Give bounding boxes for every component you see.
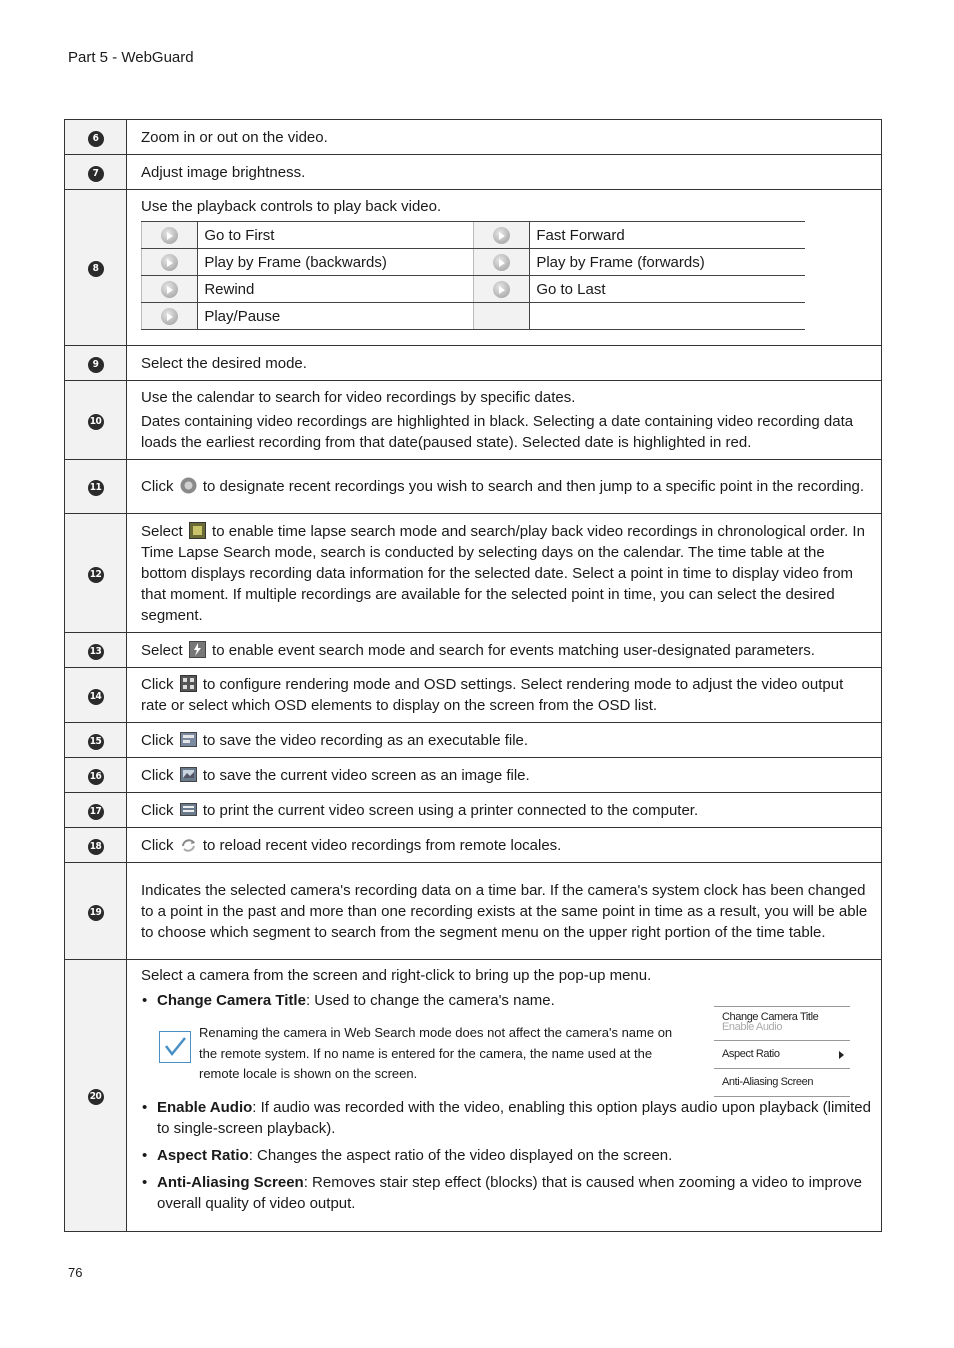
note-text: Renaming the camera in Web Search mode does not affect the camera's name on the remote system. If no name is entered for the camera, the name used at the remote locale is shown on the screen. — [199, 1025, 673, 1081]
control-label: Play/Pause — [198, 303, 474, 330]
menu-item-change-camera-title[interactable]: Change Camera Title — [714, 1006, 850, 1027]
row-text-pre: Click — [141, 836, 174, 854]
table-row — [65, 960, 882, 1232]
time-lapse-icon — [189, 522, 206, 539]
control-label: Fast Forward — [530, 222, 805, 249]
note-box — [141, 1011, 873, 1093]
table-row — [65, 381, 882, 460]
control-label — [530, 303, 805, 330]
table-row — [65, 460, 882, 514]
table-row — [65, 758, 882, 793]
list-item: • Aspect Ratio: Changes the aspect ratio of the video displayed on the screen. — [157, 1145, 873, 1166]
list-item: • Anti-Aliasing Screen: Removes stair step effect (blocks) that is caused when zooming a video to improve overall quality of video output. — [157, 1172, 873, 1214]
row-description: Dates containing video recordings are highlighted in black. Selecting a date containing video recording data loads the earliest recording from that date(paused state). Selected date is highlighted in red. — [141, 413, 854, 451]
row-description: Use the calendar to search for video recordings by specific dates. — [141, 389, 576, 406]
menu-item-anti-aliasing[interactable]: Anti-Aliasing Screen — [714, 1068, 850, 1096]
list-item: • Change Camera Title: Used to change the camera's name. — [157, 990, 873, 1011]
number-badge: 9 — [88, 357, 104, 373]
table-row — [65, 633, 882, 668]
row-text-pre: Click — [141, 676, 174, 693]
number-badge: 19 — [88, 905, 104, 921]
page-header: Part 5 - WebGuard — [68, 49, 194, 66]
row-text-post: to designate recent recordings you wish to search and then jump to a specific point in the recording. — [202, 478, 865, 495]
table-row — [65, 793, 882, 828]
fast-forward-icon — [493, 227, 510, 244]
row-text-post: to save the video recording as an executable file. — [202, 731, 529, 749]
row-description: Adjust image brightness. — [127, 155, 882, 190]
row-text-pre: Select — [141, 641, 183, 659]
save-image-icon — [180, 766, 197, 783]
number-badge: 16 — [88, 769, 104, 785]
table-row — [65, 514, 882, 633]
submenu-arrow-icon — [839, 1051, 844, 1059]
table-row — [65, 828, 882, 863]
control-label: Go to Last — [530, 276, 805, 303]
go-to-first-icon — [161, 227, 178, 244]
row-description: Select a camera from the screen and right-click to bring up the pop-up menu. — [141, 967, 652, 984]
option-list — [141, 1097, 873, 1214]
number-badge: 11 — [88, 480, 104, 496]
frame-forward-icon — [493, 254, 510, 271]
number-badge: 10 — [88, 414, 104, 430]
menu-item-aspect-ratio[interactable]: Aspect Ratio — [714, 1040, 850, 1068]
row-description: Indicates the selected camera's recording data on a time bar. If the camera's system clock has been changed to a point in the past and more than one recording exists at the same point in time as a result, you will be able to choose which segment to search from the segment menu on the upper right portion of the time table. — [127, 863, 882, 960]
row-text-pre: Click — [141, 801, 174, 819]
page-number: 76 — [68, 1265, 83, 1280]
table-row — [65, 346, 882, 381]
row-text-pre: Click — [141, 766, 174, 784]
number-badge: 12 — [88, 567, 104, 583]
table-row — [65, 723, 882, 758]
number-badge: 17 — [88, 804, 104, 820]
event-search-icon — [189, 641, 206, 658]
feature-table — [64, 119, 882, 1232]
number-badge: 13 — [88, 644, 104, 660]
frame-backward-icon — [161, 254, 178, 271]
row-text-pre: Click — [141, 731, 174, 749]
row-description: Zoom in or out on the video. — [127, 120, 882, 155]
settings-icon — [180, 675, 197, 692]
number-badge: 6 — [88, 131, 104, 147]
control-label: Play by Frame (forwards) — [530, 249, 805, 276]
control-label: Go to First — [198, 222, 474, 249]
row-text-post: to enable event search mode and search for events matching user-designated parameters. — [212, 641, 815, 659]
empty-cell — [473, 303, 529, 330]
row-text-pre: Select — [141, 522, 183, 540]
reload-icon — [180, 836, 197, 853]
table-row — [65, 190, 882, 346]
row-description: Select the desired mode. — [127, 346, 882, 381]
go-to-last-icon — [493, 281, 510, 298]
table-row — [65, 668, 882, 723]
checkmark-note-icon — [159, 1031, 191, 1063]
context-popup-menu — [714, 1006, 850, 1097]
save-executable-icon — [180, 731, 197, 748]
number-badge: 7 — [88, 166, 104, 182]
row-text-post: to print the current video screen using a printer connected to the computer. — [202, 801, 699, 819]
table-row — [65, 120, 882, 155]
number-badge: 8 — [88, 261, 104, 277]
table-row — [65, 155, 882, 190]
control-label: Play by Frame (backwards) — [198, 249, 474, 276]
rewind-icon — [161, 281, 178, 298]
play-pause-icon — [161, 308, 178, 325]
control-label: Rewind — [198, 276, 474, 303]
print-icon — [180, 801, 197, 818]
menu-item-enable-audio[interactable]: Enable Audio — [722, 1021, 783, 1033]
number-badge: 14 — [88, 689, 104, 705]
row-description: Use the playback controls to play back video. — [141, 198, 442, 215]
row-text-post: to save the current video screen as an image file. — [202, 766, 530, 784]
row-text-post: to reload recent video recordings from remote locales. — [202, 836, 562, 854]
recent-recordings-icon — [180, 477, 197, 494]
row-text-pre: Click — [141, 478, 174, 495]
row-text-post: to enable time lapse search mode and search/play back video recordings in chronological order. In Time Lapse Search mode, search is conducted by selecting days on the calendar. The time table at the bottom displays recording data information for the selected date. Select a point in time to display video from that moment. If multiple recordings are available for the selected point in time, you can select the desired segment. — [141, 522, 865, 624]
number-badge: 15 — [88, 734, 104, 750]
row-text-post: to configure rendering mode and OSD settings. Select rendering mode to adjust the video output rate or select which OSD elements to display on the screen from the OSD list. — [141, 676, 844, 714]
number-badge: 20 — [88, 1089, 104, 1105]
number-badge: 18 — [88, 839, 104, 855]
table-row — [65, 863, 882, 960]
list-item: • Enable Audio: If audio was recorded with the video, enabling this option plays audio upon playback (limited to single-screen playback). — [157, 1097, 873, 1139]
playback-controls-table — [141, 221, 805, 330]
